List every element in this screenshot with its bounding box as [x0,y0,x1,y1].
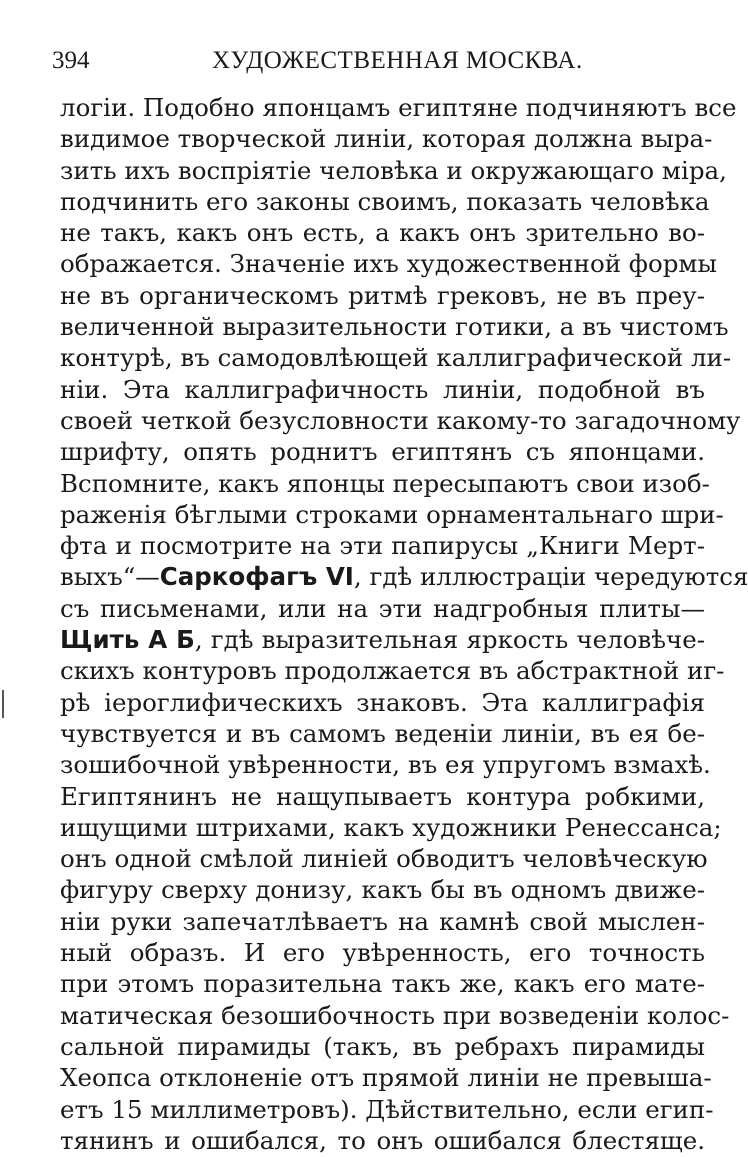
text-line-with-reference [60,561,748,592]
text-line: онъ одной смѣлой линіей обводитъ человѣческую [60,844,708,874]
text-line: Вспомните, какъ японцы пересыпаютъ свои изоб- [60,468,710,498]
text-line: тянинъ и ошибался, то онъ ошибался блестяще. [60,1125,705,1155]
page-header [52,44,712,84]
text-line: ніи. Эта каллиграфичность линіи, подобной въ [60,374,705,404]
text-line: фигуру сверху донизу, какъ бы въ одномъ движе- [60,875,705,905]
text-line: не такъ, какъ онъ есть, а какъ онъ зрительно во- [60,218,705,248]
text-line: раженія бѣглыми строками орнаментальнаго шри- [60,499,724,529]
text-line: рѣ іероглифическихъ знаковъ. Эта каллиграфія [60,687,705,717]
text-line: фта и посмотрите на эти папирусы „Книги Мерт- [60,531,705,561]
text-line: чувствуется и въ самомъ веденіи линіи, въ ея бе- [60,718,705,748]
text-fragment: , гдѣ иллюстраціи чередуются [353,562,748,592]
text-line: ображается. Значеніе ихъ художественной формы [60,249,717,279]
text-line: Хеопса отклоненіе отъ прямой линіи не превыша- [60,1063,712,1093]
text-line: сальной пирамиды (такъ, въ ребрахъ пирамиды [60,1031,705,1061]
text-line: скихъ контуровъ продолжается въ абстрактной иг- [60,656,725,686]
artwork-reference-sarcophagus: Саркофагъ VI [159,562,354,592]
text-line: подчинить его законы своимъ, показать человѣка [60,186,710,216]
text-line: матическая безошибочность при возведеніи колос- [60,1000,730,1030]
body-text [60,92,748,1156]
text-line: не въ органическомъ ритмѣ грековъ, не въ преу- [60,280,705,310]
text-fragment: , гдѣ выразительная яркость человѣче- [194,625,705,655]
text-line: съ письменами, или на эти надгробныя плиты— [60,593,705,623]
text-line: зить ихъ воспріятіе человѣка и окружающаго міра, [60,155,727,185]
text-line-with-reference [60,624,705,655]
text-line: Египтянинъ не нащупываетъ контура робкими, [60,781,705,811]
text-fragment: выхъ“— [60,562,160,592]
text-line: своей четкой безусловности какому-то загадочному [60,405,741,435]
text-line: ніи руки запечатлѣваетъ на камнѣ свой мыслен- [60,906,705,936]
text-line: етъ 15 миллиметровъ). Дѣйствительно, если егип- [60,1094,714,1124]
text-line: шрифту, опять роднитъ египтянъ съ японцами. [60,437,705,467]
page-number: 394 [52,47,90,74]
text-line: при этомъ поразительна такъ же, какъ его мате- [60,969,705,999]
text-line: ищущими штрихами, какъ художники Ренессанса; [60,812,722,842]
text-line: логіи. Подобно японцамъ египтяне подчиняютъ все [60,93,737,122]
text-line: видимое творческой линіи, которая должна выра- [60,124,713,154]
text-line: ный образъ. И его увѣренность, его точность [60,938,705,968]
text-line: величенной выразительности готики, а въ чистомъ [60,312,729,342]
text-line: контурѣ, въ самодовлѣющей каллиграфической ли- [60,343,732,373]
margin-mark [2,690,4,718]
running-title: ХУДОЖЕСТВЕННАЯ МОСКВА. [212,47,583,74]
text-line: зошибочной увѣренности, въ ея упругомъ взмахѣ. [60,750,711,780]
artwork-reference-shield: Щить А Б [60,625,195,655]
